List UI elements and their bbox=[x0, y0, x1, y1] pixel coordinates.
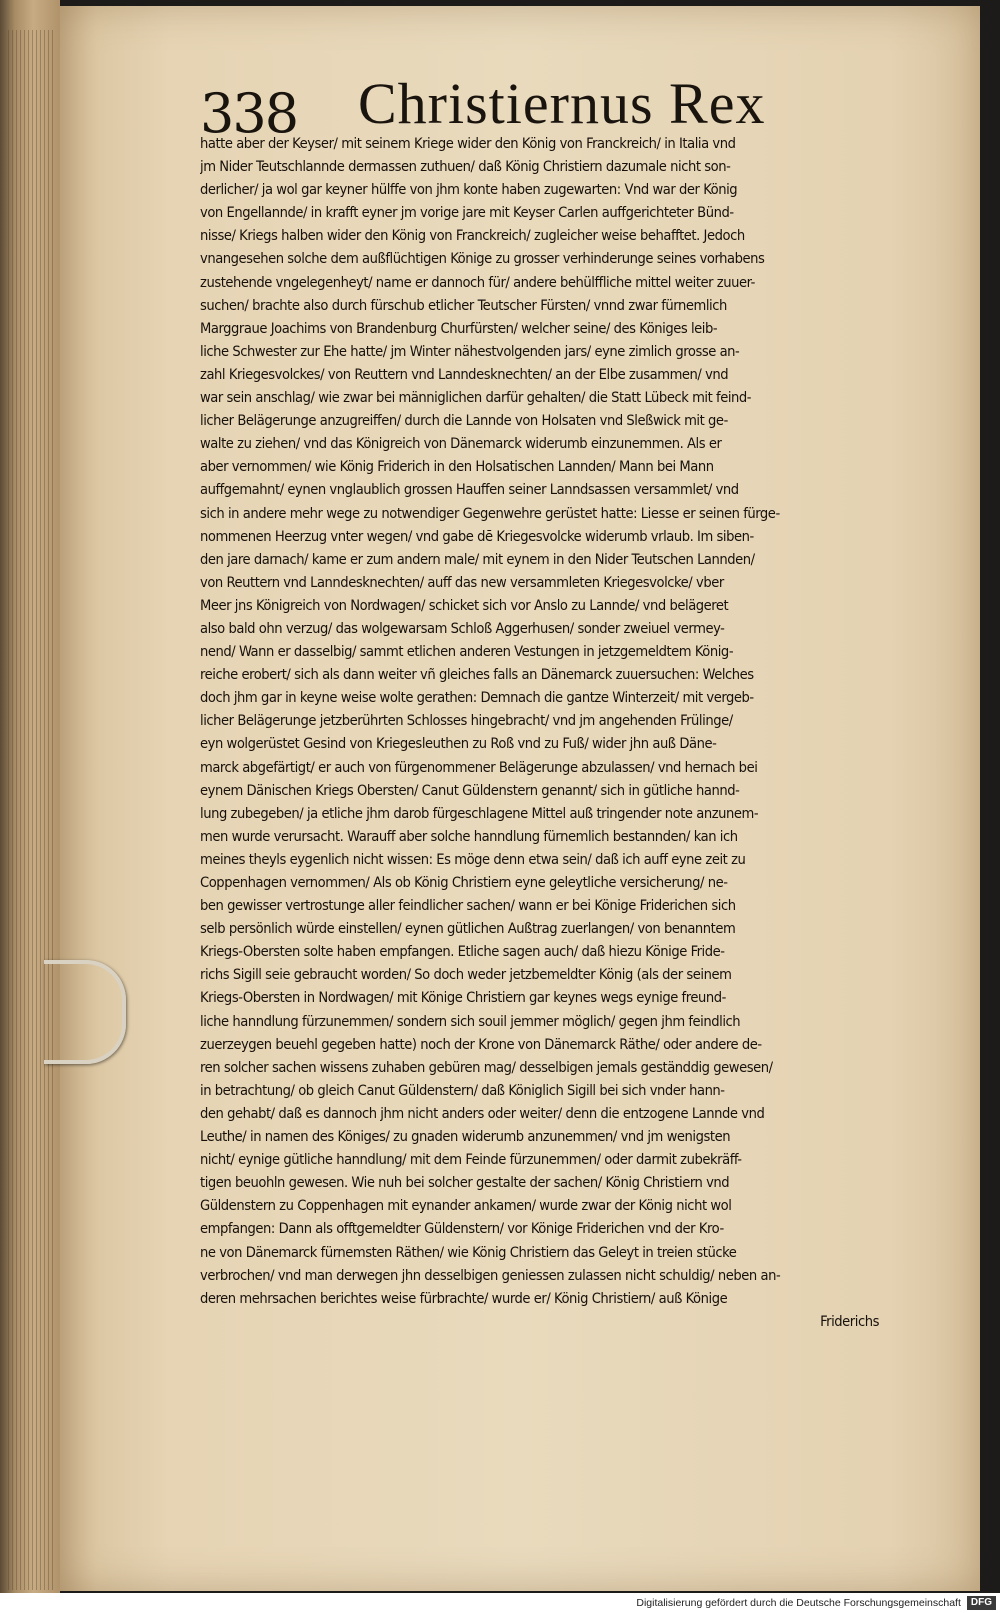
text-line: also bald ohn verzug/ das wolgewarsam Schloß Aggerhusen/ sonder zweiuel vermey- bbox=[200, 619, 725, 637]
text-line: doch jhm gar in keyne weise wolte gerathen: Demnach die gantze Winterzeit/ mit vergeb- bbox=[200, 689, 754, 707]
text-line: aber vernommen/ wie König Friderich in den Holsatischen Lannden/ Mann bei Mann bbox=[200, 458, 714, 476]
text-line: ren solcher sachen wissens zuhaben gebüren mag/ desselbigen jemals geständdig gewesen/ bbox=[200, 1058, 773, 1076]
page-number: 338 bbox=[200, 82, 298, 145]
text-line: licher Belägerunge jetzberührten Schlosses hingebracht/ vnd jm angehenden Frülinge/ bbox=[200, 712, 733, 730]
text-line: Kriegs-Obersten solte haben empfangen. Etliche sagen auch/ daß hiezu Könige Fride- bbox=[200, 943, 725, 961]
text-line: zustehende vngelegenheyt/ name er dannoch für/ andere behülffliche mittel weiter zuuer- bbox=[200, 273, 755, 291]
body-text bbox=[200, 132, 885, 1333]
text-line: derlicher/ ja wol gar keyner hülffe von jhm konte haben zugewarten: Vnd war der König bbox=[200, 181, 738, 199]
text-line: nend/ Wann er dasselbig/ sammt etlichen anderen Vestungen in jetzgemeldtem König- bbox=[200, 643, 734, 661]
text-line: von Reuttern vnd Lanndesknechten/ auff das new versammleten Kriegesvolcke/ vber bbox=[200, 573, 724, 591]
text-line: empfangen: Dann als offtgemeldter Güldenstern/ vor Könige Friderichen vnd der Kro- bbox=[200, 1220, 724, 1238]
text-line: vnangesehen solche dem außflüchtigen Könige zu grosser verhinderunge seines vorhabens bbox=[200, 250, 765, 268]
text-line: sich in andere mehr wege zu notwendiger Gegenwehre gerüstet hatte: Liesse er seinen fürge- bbox=[200, 504, 780, 522]
text-line: war sein anschlag/ wie zwar bei männiglichen darfür gehalten/ die Statt Lübeck mit feind- bbox=[200, 389, 752, 407]
text-line: liche hanndlung fürzunemmen/ sondern sich souil jemmer möglich/ gegen jhm feindlich bbox=[200, 1012, 741, 1030]
text-line: Friderichs bbox=[820, 1312, 879, 1330]
text-line: von Engellannde/ in krafft eyner jm vorige jare mit Keyser Carlen auffgerichteter Bünd- bbox=[200, 204, 734, 222]
text-line: auffgemahnt/ eynen vnglaublich grossen Hauffen seiner Lanndsassen versammlet/ vnd bbox=[200, 481, 739, 499]
text-line: eynem Dänischen Kriegs Obersten/ Canut Güldenstern genannt/ sich in gütliche hannd- bbox=[200, 781, 740, 799]
text-line: selb persönlich würde einstellen/ eynen gütlichen Außtrag zuerlangen/ von benanntem bbox=[200, 920, 736, 938]
text-line: Kriegs-Obersten in Nordwagen/ mit Könige Christiern gar keynes wegs eynige freund- bbox=[200, 989, 726, 1007]
text-line: tigen beuohln gewesen. Wie nuh bei solcher gestalte der sachen/ König Christiern vnd bbox=[200, 1174, 730, 1192]
text-line: jm Nider Teutschlannde dermassen zuthuen/ daß König Christiern dazumale nicht son- bbox=[200, 158, 731, 176]
text-line: in betrachtung/ ob gleich Canut Güldenstern/ daß Königlich Sigill bei sich vnder hann- bbox=[200, 1081, 725, 1099]
footer-credit: Digitalisierung gefördert durch die Deutsche Forschungsgemeinschaft bbox=[636, 1597, 961, 1609]
text-line: Meer jns Königreich von Nordwagen/ schicket sich vor Anslo zu Lannde/ vnd belägeret bbox=[200, 596, 729, 614]
digitization-footer bbox=[0, 1593, 1000, 1613]
text-line: verbrochen/ vnd man derwegen jhn desselbigen geniessen zulassen nicht schuldig/ neben an- bbox=[200, 1266, 781, 1284]
text-line: hatte aber der Keyser/ mit seinem Kriege wider den König von Franckreich/ in Italia vnd bbox=[200, 135, 736, 152]
text-line: ben gewisser vertrostunge aller feindlicher sachen/ wann er bei Könige Friderichen sich bbox=[200, 897, 736, 915]
text-line: marck abgefärtigt/ er auch von fürgenommener Belägerunge abzulassen/ vnd hernach bei bbox=[200, 758, 758, 776]
text-line: licher Belägerunge anzugreiffen/ durch die Lannde von Holsaten vnd Sleßwick mit ge- bbox=[200, 412, 728, 430]
text-line: walte zu ziehen/ vnd das Königreich von Dänemarck widerumb einzunemmen. Als er bbox=[200, 435, 722, 453]
running-head: Christiernus Rex bbox=[358, 71, 766, 136]
text-line: deren mehrsachen berichtes weise fürbrachte/ wurde er/ König Christiern/ auß Könige bbox=[200, 1289, 728, 1307]
text-line: suchen/ brachte also durch fürschub etlicher Teutscher Fürsten/ vnnd zwar fürnemlich bbox=[200, 296, 727, 314]
text-line: meines theyls eygenlich nicht wissen: Es möge denn etwa sein/ daß ich auff eyne zeit zu bbox=[200, 850, 746, 868]
text-line: Marggraue Joachims von Brandenburg Churfürsten/ welcher seine/ des Königes leib- bbox=[200, 319, 718, 337]
text-line: Güldenstern zu Coppenhagen mit eynander ankamen/ wurde zwar der König nicht wol bbox=[200, 1197, 732, 1215]
text-line: Coppenhagen vernommen/ Als ob König Christiern eyne geleytliche versicherung/ ne- bbox=[200, 874, 728, 891]
text-line: richs Sigill seie gebraucht worden/ So doch weder jetzbemeldter König (als der seinem bbox=[200, 966, 732, 984]
text-line: liche Schwester zur Ehe hatte/ jm Winter nähestvolgenden jars/ eyne zimlich grosse an- bbox=[200, 342, 740, 360]
text-line: reiche erobert/ sich als dann weiter vñ gleiches falls an Dänemarck zuuersuchen: Welches bbox=[200, 666, 754, 684]
text-line: zahl Kriegesvolckes/ von Reuttern vnd Lanndesknechten/ an der Elbe zusammen/ vnd bbox=[200, 365, 729, 383]
page-edge-lines bbox=[8, 30, 54, 1590]
text-line: zuerzeygen beuehl gegeben hatte) noch der Krone von Dänemarck Räthe/ oder andere de- bbox=[200, 1035, 762, 1053]
text-line: nicht/ eynige gütliche hanndlung/ mit dem Feinde fürzunemmen/ oder darmit zubekräff- bbox=[200, 1151, 742, 1169]
text-line: den jare darnach/ kame er zum andern male/ mit eynem in den Nider Teutschen Lannden/ bbox=[200, 550, 755, 568]
dfg-logo: DFG bbox=[967, 1596, 996, 1610]
text-line: eyn wolgerüstet Gesind von Kriegesleuthen zu Roß vnd zu Fuß/ wider jhn auß Däne- bbox=[200, 735, 717, 753]
text-line: men wurde verursacht. Warauff aber solche hanndlung fürnemlich bestannden/ kan ich bbox=[200, 827, 738, 845]
text-line: nommenen Heerzug vnter wegen/ vnd gabe dē Kriegesvolcke widerumb vrlaub. Im siben- bbox=[200, 527, 754, 545]
bookmark-ribbon bbox=[44, 960, 126, 1064]
text-line: den gehabt/ daß es dannoch jhm nicht anders oder weiter/ denn die entzogene Lannde vnd bbox=[200, 1104, 765, 1122]
text-line: Leuthe/ in namen des Königes/ zu gnaden widerumb anzunemmen/ vnd jm wenigsten bbox=[200, 1128, 731, 1146]
text-line: nisse/ Kriegs halben wider den König von Franckreich/ zugleicher weise behafftet. Jedoch bbox=[200, 227, 745, 245]
book-page-edges bbox=[0, 0, 60, 1613]
text-line: ne von Dänemarck fürnemsten Räthen/ wie König Christiern das Geleyt in treien stücke bbox=[200, 1243, 737, 1261]
text-line: lung zubegeben/ ja etliche jhm darob fürgeschlagene Mittel auß tringender note anzunem- bbox=[200, 804, 759, 822]
